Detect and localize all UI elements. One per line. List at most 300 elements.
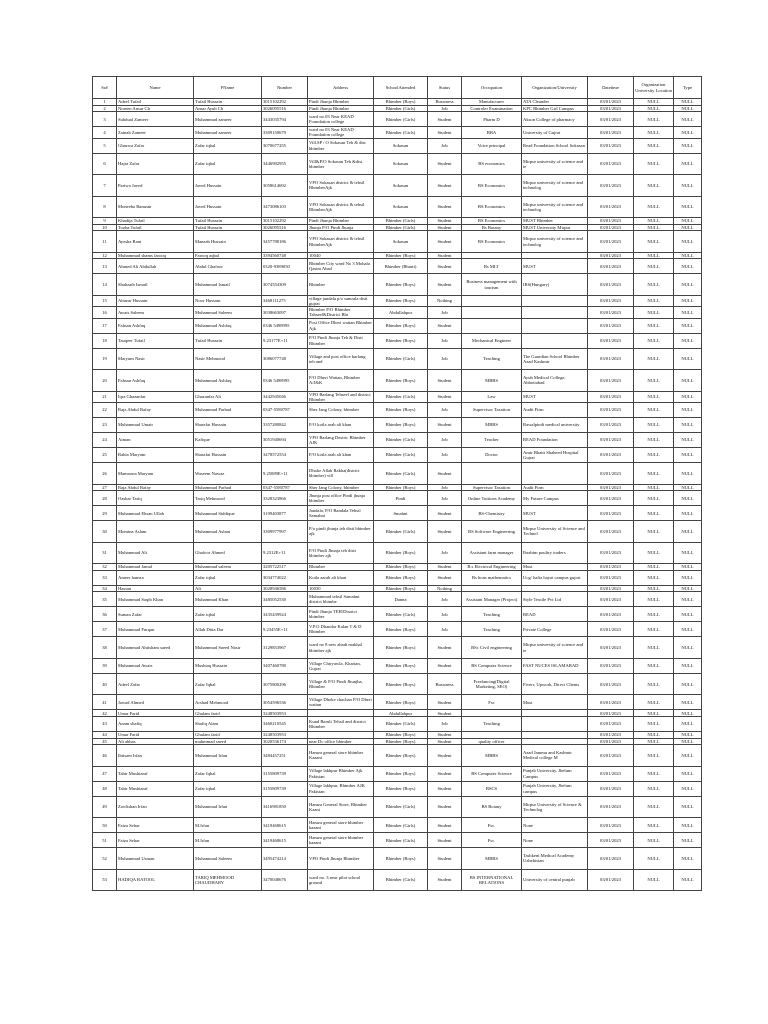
cell-status: Student xyxy=(428,570,462,585)
cell-status: Student xyxy=(428,521,462,543)
cell-fname: Muhammad zameer xyxy=(194,112,262,127)
cell-type: NULL xyxy=(674,745,702,767)
cell-address: Hamza General Store, Bhimber Kaani xyxy=(308,796,374,818)
table-row xyxy=(93,175,702,197)
cell-number: 3038663097 xyxy=(262,307,308,318)
cell-type: NULL xyxy=(674,731,702,738)
table-row xyxy=(93,218,702,225)
cell-sr: 14 xyxy=(93,274,117,296)
cell-organization: Audit Firm xyxy=(522,403,588,418)
cell-school: Bhimber (Boys) xyxy=(374,295,428,306)
cell-name: Maryum Nasir xyxy=(117,348,194,370)
cell-datetime: 03/01/2023 xyxy=(588,848,634,870)
cell-address: Village lakhpur, Bhimber AJK Pakistan xyxy=(308,781,374,796)
cell-number: 3495474214 xyxy=(262,848,308,870)
cell-address: V.P.O Dhandar Kalan T & D Bhimber xyxy=(308,622,374,637)
cell-fname: Muhammad Khan xyxy=(194,592,262,607)
table-row xyxy=(93,585,702,592)
cell-number: 9.25089E+11 xyxy=(262,463,308,485)
cell-occupation xyxy=(462,252,522,259)
cell-datetime: 03/01/2023 xyxy=(588,138,634,153)
cell-address: P/O kotla arab ali khan xyxy=(308,418,374,433)
cell-organization: MUST xyxy=(522,391,588,402)
cell-fname: Muhammad saleem xyxy=(194,564,262,571)
cell-org-location: NULL xyxy=(634,745,674,767)
cell-number: 3309977997 xyxy=(262,521,308,543)
cell-school: Abdullahpur xyxy=(374,307,428,318)
cell-school: Bhimber (Boys) xyxy=(374,318,428,333)
table-header xyxy=(93,77,702,99)
cell-organization: Amir Bhatti Shaheed Hospital Gujrat xyxy=(522,448,588,463)
cell-number: 3484457251 xyxy=(262,745,308,767)
cell-type: NULL xyxy=(674,592,702,607)
cell-status: Nothing xyxy=(428,585,462,592)
cell-status: Student xyxy=(428,781,462,796)
cell-datetime: 03/01/2023 xyxy=(588,869,634,891)
cell-address: Hamza general store bhimber kaaani xyxy=(308,833,374,848)
cell-occupation: MBBS xyxy=(462,418,522,433)
cell-org-location: NULL xyxy=(634,418,674,433)
cell-fname: Mushtaq Hussain xyxy=(194,658,262,673)
cell-address: Jandala, P/O Bandala Tehsil Samahni xyxy=(308,506,374,521)
cell-status: Job xyxy=(428,622,462,637)
cell-address: ward no.03 Near KEAD Foundation college xyxy=(308,127,374,138)
cell-fname: Arshad Mehmood xyxy=(194,695,262,710)
cell-org-location: NULL xyxy=(634,348,674,370)
cell-number: 3051940694 xyxy=(262,433,308,448)
cell-status: Student xyxy=(428,274,462,296)
cell-school: Bhimber (Boys) xyxy=(374,403,428,418)
cell-status: Student xyxy=(428,231,462,253)
cell-type: NULL xyxy=(674,105,702,112)
cell-name: Abuzar Hussain xyxy=(117,295,194,306)
table-row xyxy=(93,745,702,767)
cell-name: Muhammad Usman xyxy=(117,848,194,870)
column-header-school: SchoolAttended xyxy=(374,77,428,99)
cell-organization xyxy=(522,318,588,333)
cell-datetime: 03/01/2023 xyxy=(588,796,634,818)
cell-fname: Kafique xyxy=(194,433,262,448)
cell-occupation: Voice principal xyxy=(462,138,522,153)
table-row xyxy=(93,433,702,448)
cell-name: Umar Farid xyxy=(117,731,194,738)
cell-sr: 25 xyxy=(93,448,117,463)
cell-org-location: NULL xyxy=(634,274,674,296)
cell-number: 3075800296 xyxy=(262,673,308,695)
cell-number: 9.23177E+11 xyxy=(262,333,308,348)
cell-name: Suhdual Zameer xyxy=(117,112,194,127)
cell-name: Tooba Tufail xyxy=(117,224,194,231)
cell-occupation: Supervisor Taxation xyxy=(462,484,522,491)
cell-name: Ghazwa Zafar xyxy=(117,138,194,153)
cell-fname: Muhammad Aslam xyxy=(194,521,262,543)
cell-fname: Farooq aqbal xyxy=(194,252,262,259)
cell-organization: MUST xyxy=(522,506,588,521)
cell-school: Sokasan xyxy=(374,138,428,153)
cell-status: Job xyxy=(428,348,462,370)
cell-type: NULL xyxy=(674,348,702,370)
cell-org-location: NULL xyxy=(634,295,674,306)
cell-occupation: Bs hons mathematics xyxy=(462,570,522,585)
table-row xyxy=(93,833,702,848)
cell-school: Bhimber (Girls) xyxy=(374,105,428,112)
cell-org-location: NULL xyxy=(634,463,674,485)
cell-type: NULL xyxy=(674,295,702,306)
cell-name: Muhammad shams farooq xyxy=(117,252,194,259)
cell-number: 3394560748 xyxy=(262,252,308,259)
cell-occupation: Teaching xyxy=(462,607,522,622)
cell-type: NULL xyxy=(674,218,702,225)
cell-occupation: Bs MLT xyxy=(462,259,522,274)
cell-school: Bhimber (Boys) xyxy=(374,99,428,106)
cell-occupation: Fsc. xyxy=(462,833,522,848)
cell-number: 3309150679 xyxy=(262,127,308,138)
cell-type: NULL xyxy=(674,506,702,521)
cell-number: 3015102292 xyxy=(262,99,308,106)
cell-sr: 30 xyxy=(93,521,117,543)
cell-number: 3109403877 xyxy=(262,506,308,521)
table-row xyxy=(93,796,702,818)
cell-org-location: NULL xyxy=(634,607,674,622)
cell-organization: University of Gujrat xyxy=(522,127,588,138)
cell-address: Sher Jang Colony, bhimber xyxy=(308,484,374,491)
cell-sr: 33 xyxy=(93,570,117,585)
cell-school: Bhimber (Boys) xyxy=(374,564,428,571)
table-row xyxy=(93,252,702,259)
cell-org-location: NULL xyxy=(634,433,674,448)
cell-address: Post Office Dheri wattan Bhimber Ajk xyxy=(308,318,374,333)
cell-number: 3357280842 xyxy=(262,418,308,433)
cell-datetime: 03/01/2023 xyxy=(588,491,634,506)
cell-organization: None xyxy=(522,833,588,848)
cell-fname: Muhammad Ismail xyxy=(194,274,262,296)
cell-type: NULL xyxy=(674,622,702,637)
table-row xyxy=(93,333,702,348)
cell-address: Jhunja P/O Pindi Jhunja xyxy=(308,224,374,231)
cell-org-location: NULL xyxy=(634,448,674,463)
table-row xyxy=(93,521,702,543)
cell-datetime: 03/01/2023 xyxy=(588,196,634,218)
cell-organization: Mirpur university of science and technolog xyxy=(522,231,588,253)
cell-name: Anam shafiq xyxy=(117,716,194,731)
cell-occupation: Bs Botany xyxy=(462,224,522,231)
cell-name: HADIQA BATOOL xyxy=(117,869,194,891)
cell-type: NULL xyxy=(674,224,702,231)
cell-occupation: BS Economics xyxy=(462,218,522,225)
cell-type: NULL xyxy=(674,796,702,818)
cell-datetime: 03/01/2023 xyxy=(588,112,634,127)
cell-name: Khadija Tufail xyxy=(117,218,194,225)
cell-type: NULL xyxy=(674,175,702,197)
cell-fname: Waseem Nawaz xyxy=(194,463,262,485)
cell-number: 0347-5580787 xyxy=(262,403,308,418)
cell-datetime: 03/01/2023 xyxy=(588,259,634,274)
cell-address: Bhimber xyxy=(308,564,374,571)
cell-occupation: MBBS xyxy=(462,370,522,392)
cell-number: 3435439924 xyxy=(262,607,308,622)
table-row xyxy=(93,848,702,870)
cell-datetime: 03/01/2023 xyxy=(588,833,634,848)
cell-fname: Muhammad Parhad xyxy=(194,484,262,491)
cell-name: Jawad Ahmed xyxy=(117,695,194,710)
cell-type: NULL xyxy=(674,673,702,695)
cell-datetime: 03/01/2023 xyxy=(588,231,634,253)
cell-organization xyxy=(522,307,588,318)
cell-organization: The Guardian School Bhimber Azad Kashmir xyxy=(522,348,588,370)
cell-fname: Zafar iqbal xyxy=(194,607,262,622)
cell-sr: 5 xyxy=(93,138,117,153)
cell-name: Fahsan Ashfaq xyxy=(117,318,194,333)
cell-type: NULL xyxy=(674,391,702,402)
cell-organization: University of central punjab xyxy=(522,869,588,891)
cell-status: Job xyxy=(428,333,462,348)
cell-status: Student xyxy=(428,153,462,175)
cell-status: Student xyxy=(428,463,462,485)
cell-status: Student xyxy=(428,127,462,138)
cell-org-location: NULL xyxy=(634,175,674,197)
cell-address: VPO Pindi Jhunja Bhimber xyxy=(308,848,374,870)
cell-fname: Zafar iqbal xyxy=(194,570,262,585)
cell-occupation: quality officer xyxy=(462,738,522,745)
cell-datetime: 03/01/2023 xyxy=(588,542,634,564)
cell-number: 3020536174 xyxy=(262,738,308,745)
cell-fname: muhmmad saeed xyxy=(194,738,262,745)
cell-datetime: 03/01/2023 xyxy=(588,818,634,833)
cell-type: NULL xyxy=(674,448,702,463)
cell-type: NULL xyxy=(674,521,702,543)
cell-school: Bhimber (Boys) xyxy=(374,637,428,659)
table-row xyxy=(93,127,702,138)
cell-org-location: NULL xyxy=(634,710,674,717)
cell-name: Rabia Maryam xyxy=(117,448,194,463)
table-row xyxy=(93,491,702,506)
cell-number: 3155809739 xyxy=(262,766,308,781)
cell-name: Moneeba Ramzan xyxy=(117,196,194,218)
cell-organization: MUST University Mirpur xyxy=(522,224,588,231)
cell-sr: 31 xyxy=(93,542,117,564)
cell-address: Pindi Jhunja Bhimber xyxy=(308,218,374,225)
cell-org-location: NULL xyxy=(634,307,674,318)
cell-number: 3328323866 xyxy=(262,491,308,506)
cell-address: Bhimber City ward No 3 Mohala Qasim Abad xyxy=(308,259,374,274)
cell-org-location: NULL xyxy=(634,196,674,218)
cell-organization: Mirpur University of Science and Technol xyxy=(522,521,588,543)
cell-org-location: NULL xyxy=(634,252,674,259)
cell-status: Student xyxy=(428,506,462,521)
cell-sr: 13 xyxy=(93,259,117,274)
cell-address: Sher Jang Colony, bhimber xyxy=(308,403,374,418)
cell-occupation: BSc Civil engineering xyxy=(462,637,522,659)
cell-fname: Muhammad Parhad xyxy=(194,403,262,418)
cell-school: Bhimber (Boys) xyxy=(374,484,428,491)
cell-datetime: 03/01/2023 xyxy=(588,695,634,710)
cell-school: Bhimber (Boys) xyxy=(374,658,428,673)
cell-org-location: NULL xyxy=(634,622,674,637)
cell-org-location: NULL xyxy=(634,673,674,695)
cell-school: Bhimber (Girls) xyxy=(374,869,428,891)
cell-fname: Zafar iqbal xyxy=(194,153,262,175)
cell-organization: Style Textile Pvt Ltd xyxy=(522,592,588,607)
cell-address: P/o pindi jhunja teh distt bhimber ajk xyxy=(308,521,374,543)
cell-org-location: NULL xyxy=(634,224,674,231)
cell-organization: Ibrahim poultry traders xyxy=(522,542,588,564)
cell-org-location: NULL xyxy=(634,570,674,585)
cell-fname: Tufail Hussain xyxy=(194,224,262,231)
cell-status: Student xyxy=(428,658,462,673)
cell-school: Bhimber (Bhartt) xyxy=(374,259,428,274)
cell-occupation xyxy=(462,585,522,592)
cell-organization: Audit Firm xyxy=(522,484,588,491)
column-header-organization: Organization/University xyxy=(522,77,588,99)
cell-status: Student xyxy=(428,418,462,433)
cell-datetime: 03/01/2023 xyxy=(588,307,634,318)
table-row xyxy=(93,138,702,153)
cell-name: Adeel Tufail xyxy=(117,99,194,106)
cell-sr: 23 xyxy=(93,418,117,433)
cell-address: P/O Pindi Jhunja Teh & Distt Bhimber xyxy=(308,333,374,348)
column-header-status: Status xyxy=(428,77,462,99)
cell-occupation: BS Computer Science xyxy=(462,658,522,673)
cell-school: Bhimber (Boys) xyxy=(374,848,428,870)
cell-organization xyxy=(522,585,588,592)
table-row xyxy=(93,716,702,731)
cell-number: 3468111275 xyxy=(262,295,308,306)
cell-status: Student xyxy=(428,252,462,259)
cell-datetime: 03/01/2023 xyxy=(588,622,634,637)
cell-school: Sokasan xyxy=(374,153,428,175)
table-row xyxy=(93,637,702,659)
cell-datetime: 03/01/2023 xyxy=(588,585,634,592)
cell-organization: None xyxy=(522,818,588,833)
cell-address: P/O kotla arab ali khan xyxy=(308,448,374,463)
cell-type: NULL xyxy=(674,869,702,891)
cell-name: Mamoona Maryam xyxy=(117,463,194,485)
cell-name: Ameer hamza xyxy=(117,570,194,585)
cell-type: NULL xyxy=(674,564,702,571)
cell-occupation: BS Economics xyxy=(462,231,522,253)
cell-occupation: Fsc. xyxy=(462,818,522,833)
cell-status: Job xyxy=(428,607,462,622)
cell-type: NULL xyxy=(674,252,702,259)
cell-sr: 27 xyxy=(93,484,117,491)
cell-status: Student xyxy=(428,731,462,738)
cell-sr: 52 xyxy=(93,848,117,870)
cell-number: 3054596536 xyxy=(262,695,308,710)
cell-status: Student xyxy=(428,869,462,891)
table-row xyxy=(93,738,702,745)
cell-fname: Shafiq Alam xyxy=(194,716,262,731)
cell-fname: Muhammad Saleem xyxy=(194,848,262,870)
column-header-name: Name xyxy=(117,77,194,99)
cell-organization: Must xyxy=(522,695,588,710)
cell-number: 3478572554 xyxy=(262,448,308,463)
cell-address: Dhoke Allah Rakha(district bhimber) vill xyxy=(308,463,374,485)
cell-datetime: 03/01/2023 xyxy=(588,745,634,767)
table-row xyxy=(93,463,702,485)
table-row xyxy=(93,607,702,622)
cell-datetime: 03/01/2023 xyxy=(588,224,634,231)
cell-sr: 4 xyxy=(93,127,117,138)
table-row xyxy=(93,570,702,585)
cell-datetime: 03/01/2023 xyxy=(588,433,634,448)
cell-sr: 22 xyxy=(93,403,117,418)
cell-fname: Nasir Mehmood xyxy=(194,348,262,370)
cell-organization: Mirpur university of science and te xyxy=(522,153,588,175)
cell-name: Noreen Ansar Ch xyxy=(117,105,194,112)
cell-type: NULL xyxy=(674,99,702,106)
cell-address: Village lakhpur Bhimber Ajk Pakistan xyxy=(308,766,374,781)
cell-occupation: Online Tuitions Academy xyxy=(462,491,522,506)
cell-type: NULL xyxy=(674,484,702,491)
cell-address: Bhimber P/O Bhimber Tahseel&District Bhi xyxy=(308,307,374,318)
cell-org-location: NULL xyxy=(634,403,674,418)
cell-school: Bhimber (Girls) xyxy=(374,127,428,138)
cell-name: Raja Abdul Rafay xyxy=(117,403,194,418)
cell-type: NULL xyxy=(674,370,702,392)
cell-organization xyxy=(522,463,588,485)
table-row xyxy=(93,448,702,463)
cell-datetime: 03/01/2023 xyxy=(588,403,634,418)
cell-organization xyxy=(522,716,588,731)
cell-number: 3443035794 xyxy=(262,112,308,127)
cell-fname: Sharafat Hussain xyxy=(194,418,262,433)
cell-name: Momina Aslam xyxy=(117,521,194,543)
cell-status: Student xyxy=(428,318,462,333)
cell-type: NULL xyxy=(674,307,702,318)
cell-fname: Muhammad Irfan xyxy=(194,796,262,818)
cell-datetime: 03/01/2023 xyxy=(588,418,634,433)
cell-fname: Tufail Hussain xyxy=(194,99,262,106)
cell-organization: Fiverr, Upwork, Direct Clients xyxy=(522,673,588,695)
table-row xyxy=(93,673,702,695)
cell-number: 3446982955 xyxy=(262,153,308,175)
cell-type: NULL xyxy=(674,738,702,745)
cell-datetime: 03/01/2023 xyxy=(588,252,634,259)
cell-organization: Azad Jammu and Kashmir Medical college M xyxy=(522,745,588,767)
cell-sr: 19 xyxy=(93,348,117,370)
cell-fname: Noor Hussain xyxy=(194,295,262,306)
cell-name: Hassan xyxy=(117,585,194,592)
cell-type: NULL xyxy=(674,274,702,296)
cell-number: 0347-5580787 xyxy=(262,484,308,491)
cell-school: Bhimber (Boys) xyxy=(374,252,428,259)
cell-type: NULL xyxy=(674,112,702,127)
cell-sr: 28 xyxy=(93,491,117,506)
cell-address: ward no. 3 near pilot school ground xyxy=(308,869,374,891)
cell-type: NULL xyxy=(674,259,702,274)
cell-school: Bhimber (Boys) xyxy=(374,695,428,710)
cell-status: Job xyxy=(428,484,462,491)
cell-organization: Must xyxy=(522,564,588,571)
cell-occupation: BS Botany xyxy=(462,796,522,818)
cell-occupation: Teaching xyxy=(462,348,522,370)
cell-school: Bhimber (Girls) xyxy=(374,796,428,818)
cell-fname: Muhammad Ashfaq xyxy=(194,318,262,333)
cell-fname: Zafar Iqbal xyxy=(194,766,262,781)
table-row xyxy=(93,295,702,306)
column-header-org-location: Organization University Location xyxy=(634,77,674,99)
cell-name: Muhammad Jamal xyxy=(117,564,194,571)
cell-number: 3416981850 xyxy=(262,796,308,818)
cell-organization xyxy=(522,731,588,738)
cell-org-location: NULL xyxy=(634,318,674,333)
cell-datetime: 03/01/2023 xyxy=(588,731,634,738)
cell-organization: Punjab University, Jhelum campus xyxy=(522,781,588,796)
cell-type: NULL xyxy=(674,542,702,564)
cell-organization: FAST NUCES ISLAMABAD xyxy=(522,658,588,673)
column-header-datetime: Datetime xyxy=(588,77,634,99)
table-row xyxy=(93,348,702,370)
